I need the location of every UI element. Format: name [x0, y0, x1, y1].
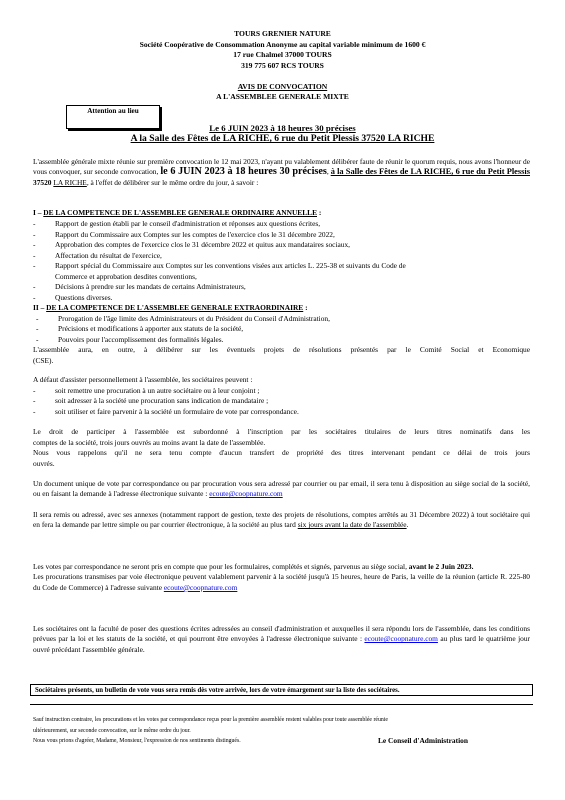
list-item: - soit utiliser et faire parvenir à la société un formulaire de vote par correspondance.	[33, 407, 299, 416]
rights-line-2: comptes de la société, trois jours ouvrés au moins avant la date de l'assemblée.	[33, 438, 266, 447]
extraordinary-heading	[33, 303, 308, 313]
attention-callout: Attention au lieu	[66, 105, 160, 129]
meeting-place: A la Salle des Fêtes de LA RICHE, 6 rue du Petit Plessis 37520 LA RICHE	[130, 133, 435, 144]
list-item: - Précisions et modifications à apporter aux statuts de la société,	[36, 324, 244, 333]
intro-city: LA RICHE	[53, 177, 87, 187]
annex-deadline: six jours avant la date de l'assemblée	[297, 520, 407, 530]
list-item: - Pouvoirs pour l'accomplissement des formalités légales.	[36, 335, 224, 344]
meeting-date: Le 6 JUIN 2023 à 18 heures 30 précises	[209, 123, 356, 133]
extraordinary-heading-label: DE LA COMPETENCE DE L'ASSEMBLEE GENERALE EXTRAORDINAIRE	[46, 303, 304, 312]
email-link[interactable]: ecoute@coopnature.com	[209, 489, 283, 499]
questions-paragraph: Les sociétaires ont la faculté de poser des questions écrites adressées au conseil d'administration et auxquelles il sera répondu lors de l'assemblée, dans les conditions prévues par la loi et les statuts de la société, et qui pourront être envoyées à l'adresse électronique suivante : ecoute@coopnature.com au plus tard le quatrième jour ouvré précédant l'assemblée générale.	[33, 624, 530, 654]
company-legal-form: Société Coopérative de Consommation Anonyme au capital variable minimum de 1600 €	[139, 40, 426, 49]
email-link[interactable]: ecoute@coopnature.com	[364, 634, 438, 644]
list-item: - Décisions à prendre sur les mandats de certains Administrateurs,	[33, 282, 246, 291]
list-item: - Rapport du Commissaire aux Comptes sur les comptes de l'exercice clos le 31 décembre 2022,	[33, 230, 335, 239]
footer-small-1: Sauf instruction contraire, les procurations et les votes par correspondance reçus pour la première assemblée restent valables pour toute assemblée réunie	[33, 717, 388, 723]
footer-notice-box: Sociétaires présents, un bulletin de vote vous sera remis dès votre arrivée, lors de votre émargement sur la liste des sociétaires.	[30, 684, 533, 696]
list-item-continuation: Commerce et approbation desdites conventions,	[55, 272, 197, 281]
footer-small-3: Nous vous prions d'agréer, Madame, Monsieur, l'expression de nos sentiments distingués.	[33, 738, 241, 744]
list-item: - soit remettre une procuration à un autre sociétaire ou à leur conjoint ;	[33, 386, 260, 395]
cse-line-2: (CSE).	[33, 356, 54, 365]
ordinary-heading-suffix: :	[317, 208, 322, 217]
signature: Le Conseil d'Administration	[378, 736, 468, 745]
notice-subtitle: A L'ASSEMBLEE GENERALE MIXTE	[216, 92, 349, 101]
rights-line-4: ouvrés.	[33, 459, 55, 468]
intro-text-end: , à l'effet de délibérer sur le même ordre du jour, à savoir :	[86, 177, 259, 187]
rights-line-1: Le droit de participer à l'assemblée est subordonné à l'inscription par les sociétaires titulaires de leurs titres nominatifs dans les	[33, 427, 530, 436]
list-item: - Prorogation de l'âge limite des Administrateurs et du Président du Conseil d'Administration,	[36, 314, 330, 323]
notice-title: AVIS DE CONVOCATION	[237, 82, 328, 91]
company-rcs: 319 775 607 RCS TOURS	[241, 61, 324, 70]
list-item: - Rapport de gestion établi par le conseil d'administration et réponses aux questions écrites,	[33, 219, 321, 228]
list-item: - Rapport spécial du Commissaire aux Comptes sur les conventions visées aux articles L. 225-38 et suivants du Code de	[33, 261, 406, 270]
attend-intro: A défaut d'assister personnellement à l'assemblée, les sociétaires peuvent :	[33, 375, 253, 384]
ordinary-heading-prefix: I –	[33, 208, 42, 217]
document-paragraph: Un document unique de vote par correspondance ou par procuration vous sera adressé par courrier ou par email, il sera tenu à disposition au siège social de la société, ou en faisant la demande à l'adresse électronique suivante : ecoute@coopnature.com	[33, 479, 530, 499]
intro-date: le 6 JUIN 2023 à 18 heures 30 précises	[160, 166, 327, 178]
company-address: 17 rue Chalmel 37000 TOURS	[233, 50, 332, 59]
footer-small-2: ultérieurement, sur seconde convocation, sur le même ordre du jour.	[33, 728, 191, 734]
list-item: - soit adresser à la société une procuration sans indication de mandataire ;	[33, 396, 269, 405]
extraordinary-heading-prefix: II –	[33, 303, 45, 312]
footer-divider	[30, 704, 533, 705]
ordinary-heading-label: DE LA COMPETENCE DE L'ASSEMBLEE GENERALE ORDINAIRE ANNUELLE	[43, 208, 317, 217]
ordinary-heading	[33, 208, 321, 218]
list-item: - Affectation du résultat de l'exercice,	[33, 251, 162, 260]
annex-paragraph: Il sera remis ou adressé, avec ses annexes (notamment rapport de gestion, texte des projets de résolutions, comptes arrêtés au 31 Décembre 2022) à tout sociétaire qui en fera la demande par lettre simple ou par courrier électronique, à la société au plus tard six jours avant la date de l'assemblée.	[33, 510, 530, 530]
intro-paragraph	[33, 157, 530, 188]
rights-line-3: Nous vous rappelons qu'il ne sera tenu compte d'aucun transfert de propriété des titres intervenant pendant ce délai de trois jours	[33, 448, 530, 457]
company-name: TOURS GRENIER NATURE	[234, 29, 331, 38]
intro-text: L'assemblée générale mixte réunie sur première convocation le 12 mai 2023, n'ayant pu valablement délibérer faute de réunir le quorum requis, nous avons l'honneur de vous convoquer, sur seconde convocation,	[33, 157, 530, 177]
list-item: - Questions diverses.	[33, 293, 113, 302]
vote-deadline: avant le 2 Juin 2023.	[408, 562, 474, 571]
list-item: - Approbation des comptes de l'exercice clos le 31 décembre 2022 et quitus aux mandataires sociaux,	[33, 240, 351, 249]
cse-line-1: L'assemblée aura, en outre, à délibérer sur les éventuels projets de résolutions présentés par le Comité Social et Economique	[33, 345, 530, 354]
vote-paragraph: Les votes par correspondance ne seront pris en compte que pour les formulaires, complétés et signés, parvenus au siège social, avant le 2 Juin 2023. Les procurations transmises par voie électronique peuvent valablement parvenir à la société jusqu'à 15 heures, heure de Paris, la veille de la réunion (article R. 225-80 du Code de Commerce) à l'adresse suivante ecoute@coopnature.com	[33, 562, 530, 592]
intro-postal: 37520	[33, 177, 52, 187]
intro-place: à la Salle des Fêtes de LA RICHE, 6 rue du Petit Plessis	[330, 167, 530, 177]
email-link[interactable]: ecoute@coopnature.com	[163, 582, 238, 592]
intro-separator: ,	[326, 167, 329, 177]
extraordinary-heading-suffix: :	[303, 303, 308, 312]
